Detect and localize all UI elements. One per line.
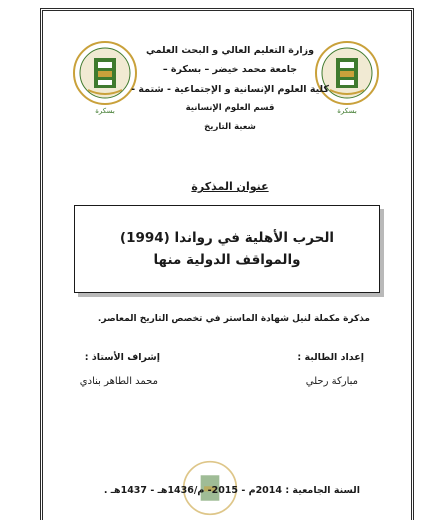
branch-name: شعبة التاريخ: [204, 122, 256, 132]
ministry-name: وزارة التعليم العالي و البحث العلمي: [146, 45, 314, 56]
thesis-heading: عنوان المذكرة: [191, 180, 269, 193]
student-name: مباركة رحلي: [305, 376, 358, 387]
university-name: جامعة محمد خيضر – بسكرة –: [162, 64, 298, 75]
thesis-title-box: [74, 205, 380, 293]
thesis-title: الحرب الأهلية في رواندا (1994) والمواقف الدولية منها: [119, 230, 335, 268]
student-label: إعداد الطالبة :: [297, 352, 364, 363]
supervisor-name: محمد الطاهر بنادي: [79, 376, 158, 387]
logo-caption-left: بسكرة: [95, 107, 115, 115]
department-name: قسم العلوم الإنسانية: [185, 103, 275, 113]
supervisor-label: إشراف الأستاذ :: [84, 352, 160, 363]
logo-caption-right: بسكرة: [337, 107, 357, 115]
faculty-name: كلية العلوم الإنسانية و الإجتماعية - شتمة -: [131, 84, 329, 95]
thesis-subtitle: مذكرة مكملة لنيل شهادة الماستر في تخصص التاريخ المعاصر.: [97, 314, 370, 324]
academic-year: السنة الجامعية : 2014م - 2015- م/1436هـ - 1437هـ .: [103, 485, 360, 496]
